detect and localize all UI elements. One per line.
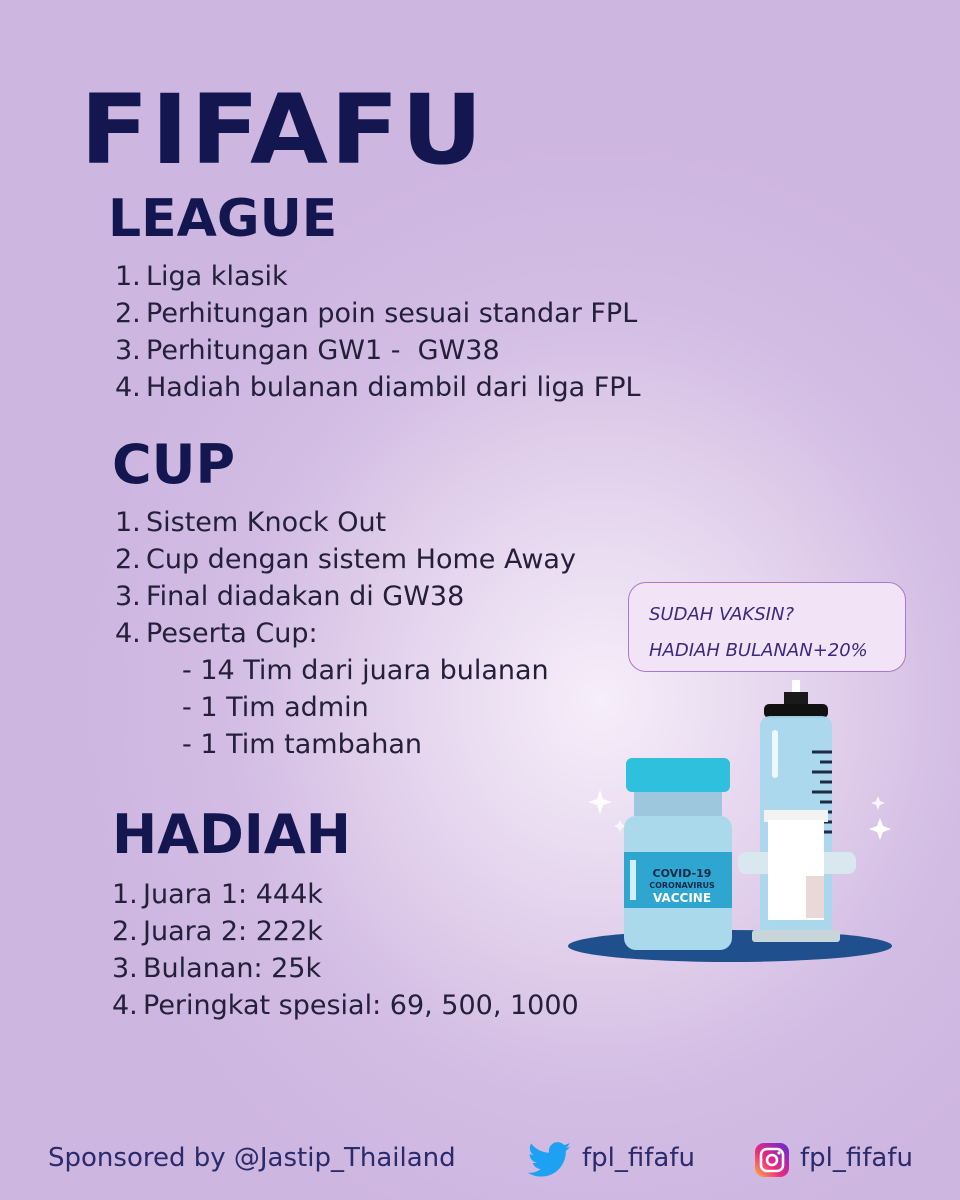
- list-item: 4. Hadiah bulanan diambil dari liga FPL: [115, 372, 641, 403]
- list-sub-item: - 1 Tim tambahan: [182, 729, 423, 760]
- vaccine-speech-bubble: [628, 582, 906, 672]
- list-item: 2. Cup dengan sistem Home Away: [115, 544, 576, 575]
- hadiah-heading: HADIAH: [112, 803, 351, 866]
- fifafu-logo: FIFAFU: [80, 74, 485, 186]
- list-sub-item: - 14 Tim dari juara bulanan: [182, 655, 549, 686]
- instagram-handle[interactable]: fpl_fifafu: [800, 1143, 913, 1173]
- syringe-icon: [738, 680, 856, 942]
- vial-label-line-2: CORONAVIRUS: [649, 881, 715, 890]
- twitter-icon[interactable]: [528, 1142, 572, 1178]
- list-item: 1. Juara 1: 444k: [112, 879, 323, 910]
- instagram-icon[interactable]: [754, 1142, 790, 1178]
- hadiah-list: [112, 876, 579, 1024]
- list-item: 4. Peserta Cup:: [115, 618, 318, 649]
- bubble-line-1: SUDAH VAKSIN?: [649, 604, 794, 625]
- list-item: 2. Juara 2: 222k: [112, 916, 323, 947]
- vaccine-illustration: [560, 680, 900, 970]
- list-item: 4. Peringkat spesial: 69, 500, 1000: [112, 990, 579, 1021]
- bubble-line-2: HADIAH BULANAN+20%: [649, 640, 868, 661]
- vial-label-line-1: COVID-19: [652, 867, 712, 880]
- list-item: 3. Perhitungan GW1 - GW38: [115, 335, 500, 366]
- twitter-handle[interactable]: fpl_fifafu: [582, 1143, 695, 1173]
- list-item: 3. Final diadakan di GW38: [115, 581, 465, 612]
- sponsor-text: Sponsored by @Jastip_Thailand: [48, 1143, 456, 1173]
- list-item: 1. Sistem Knock Out: [115, 507, 387, 538]
- vaccine-vial-icon: [624, 758, 732, 950]
- list-item: 1. Liga klasik: [115, 261, 288, 292]
- cup-list: [115, 504, 576, 763]
- league-list: [115, 258, 641, 406]
- league-heading: LEAGUE: [108, 189, 338, 249]
- list-sub-item: - 1 Tim admin: [182, 692, 369, 723]
- vial-label-line-3: VACCINE: [652, 891, 712, 905]
- list-item: 3. Bulanan: 25k: [112, 953, 322, 984]
- cup-heading: CUP: [112, 433, 236, 496]
- list-item: 2. Perhitungan poin sesuai standar FPL: [115, 298, 638, 329]
